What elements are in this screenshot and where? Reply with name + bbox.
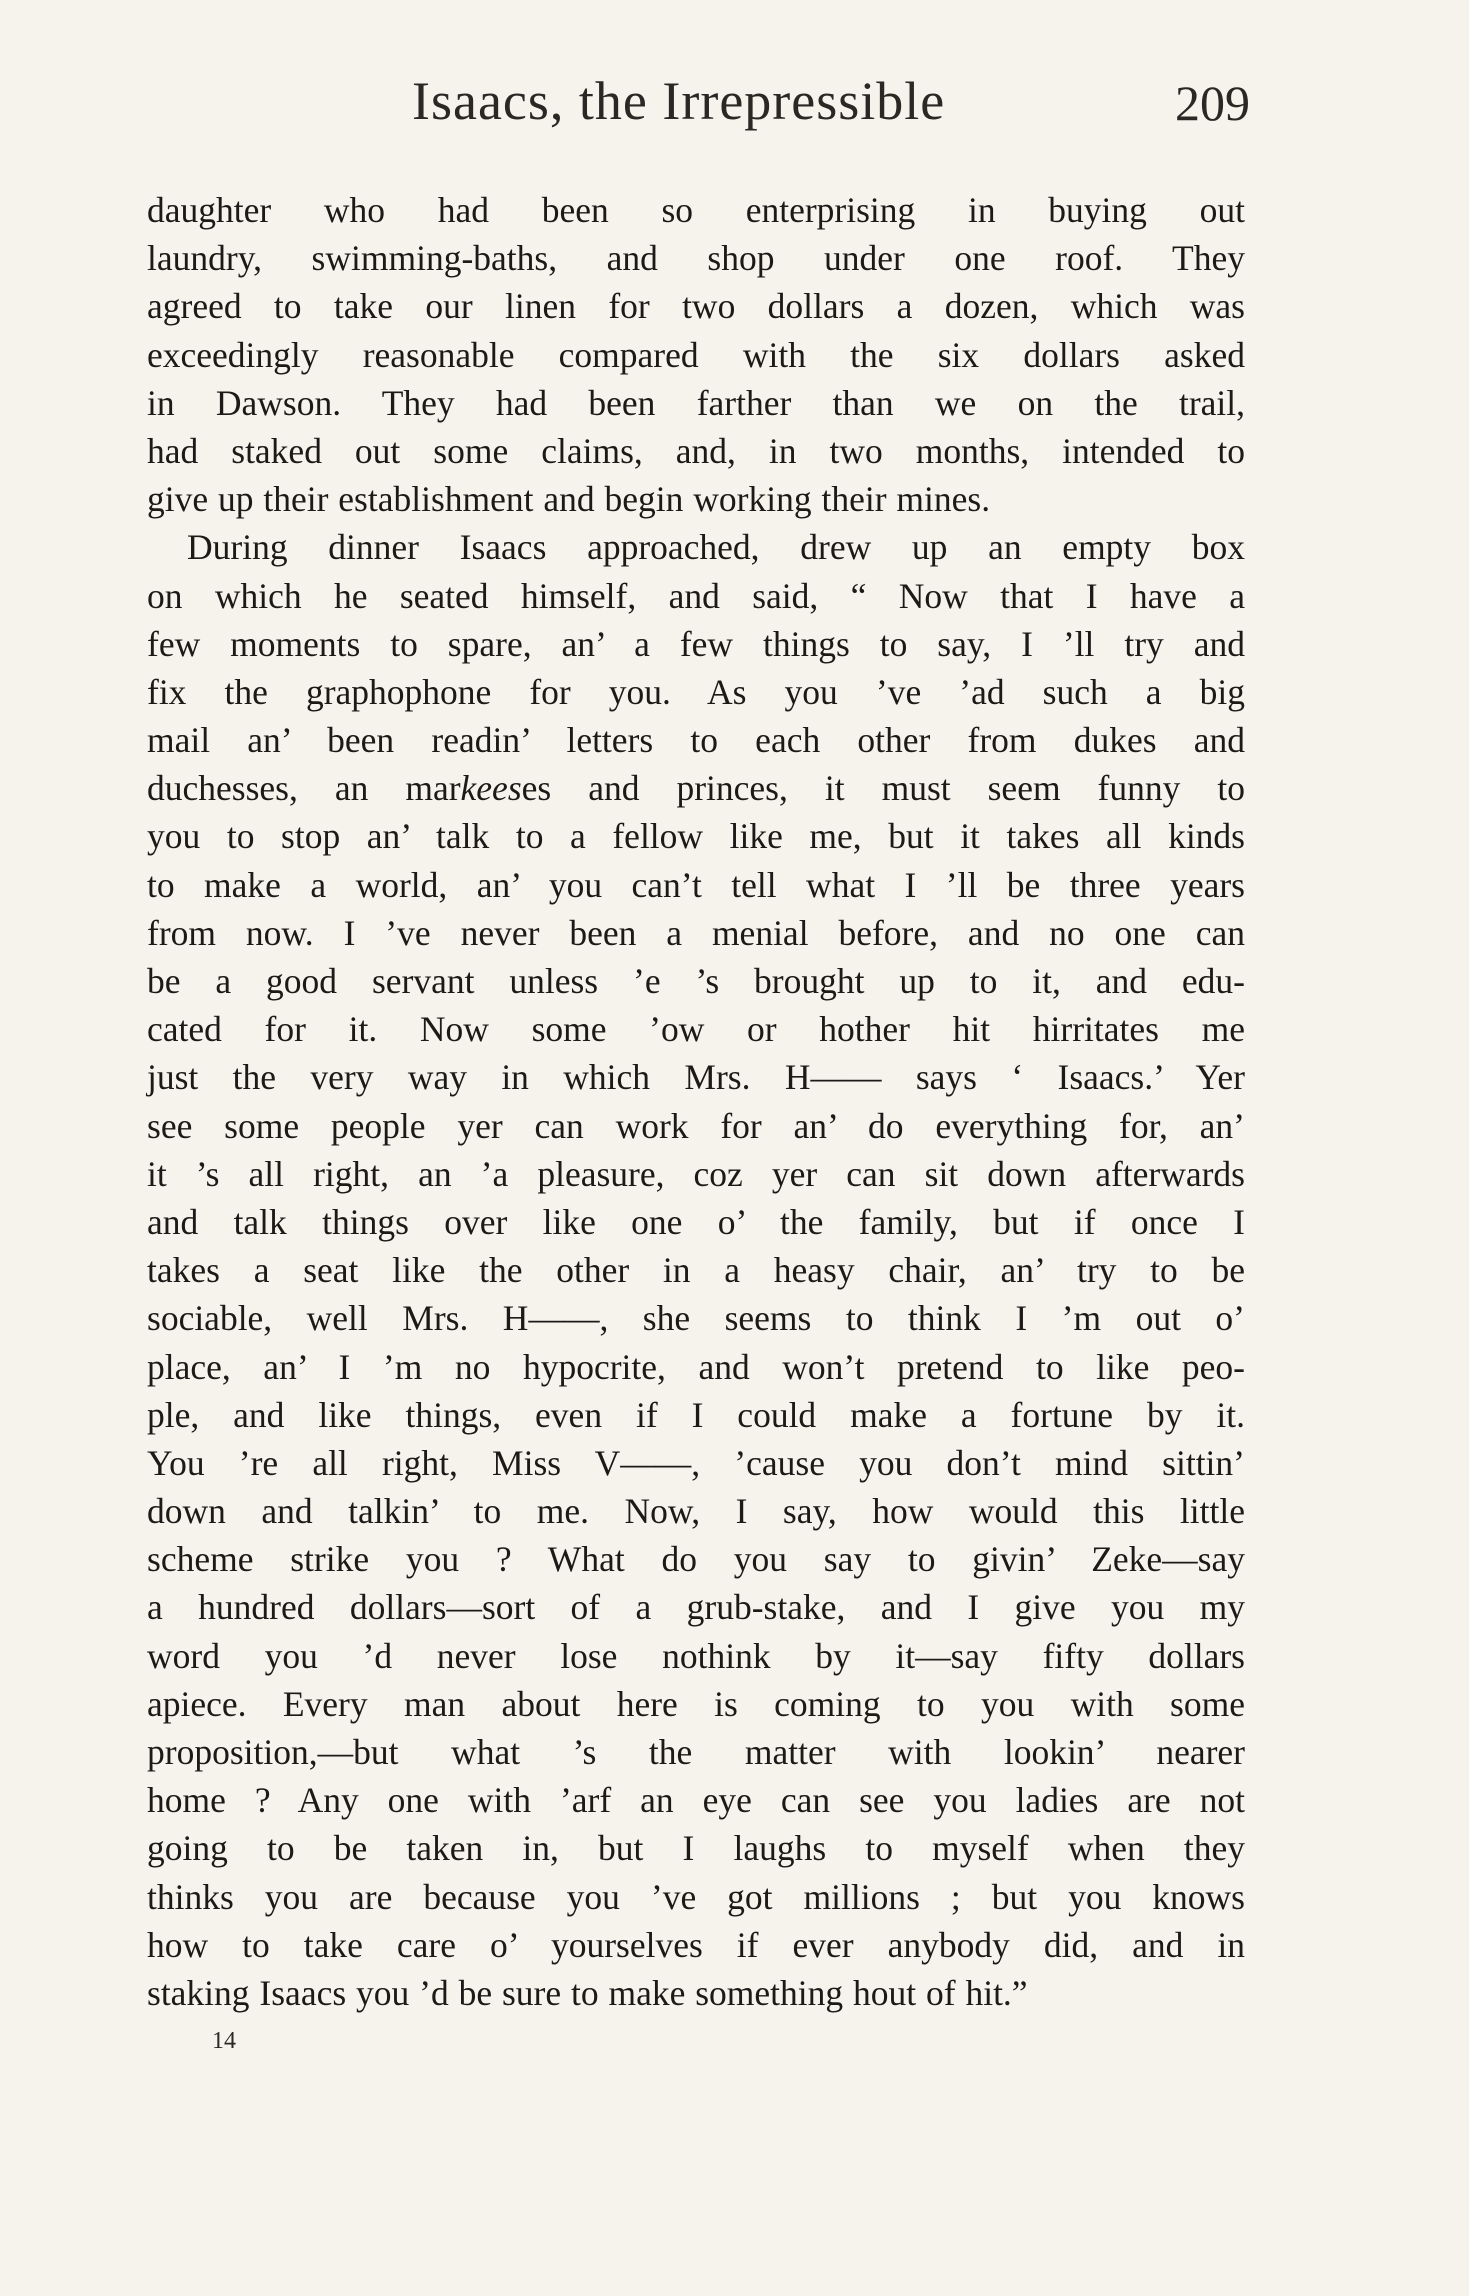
- text-line: it ’s all right, an ’a pleasure, coz yer can sit down afterwards: [147, 1153, 1245, 1194]
- page-number: 209: [1175, 75, 1250, 131]
- italic-fragment: kees: [460, 768, 522, 809]
- text-line: sociable, well Mrs. H——, she seems to think I ’m out o’: [147, 1298, 1245, 1339]
- text-line: on which he seated himself, and said, “ Now that I have a: [147, 575, 1245, 616]
- text-line: how to take care o’ yourselves if ever anybody did, and in: [147, 1924, 1245, 1965]
- text-line: from now. I ’ve never been a menial before, and no one can: [147, 912, 1245, 953]
- text-line: agreed to take our linen for two dollars a dozen, which was: [147, 286, 1245, 327]
- text-line: daughter who had been so enterprising in buying out: [147, 190, 1245, 230]
- text-line: takes a seat like the other in a heasy chair, an’ try to be: [147, 1250, 1245, 1291]
- text-line: mail an’ been readin’ letters to each other from dukes and: [147, 720, 1245, 761]
- text-line: few moments to spare, an’ a few things to say, I ’ll try and: [147, 623, 1245, 664]
- text-line: staking Isaacs you ’d be sure to make something hout of hit.”: [147, 1972, 1028, 2013]
- text-line: fix the graphophone for you. As you ’ve ’ad such a big: [147, 671, 1245, 712]
- text-line: laundry, swimming-baths, and shop under one roof. They: [147, 238, 1245, 279]
- text-line: in Dawson. They had been farther than we on the trail,: [147, 382, 1245, 423]
- text-line: to make a world, an’ you can’t tell what I ’ll be three years: [147, 864, 1245, 905]
- text-line: proposition,—but what ’s the matter with lookin’ nearer: [147, 1732, 1245, 1772]
- text-line: down and talkin’ to me. Now, I say, how would this little: [147, 1491, 1245, 1532]
- text-line: ple, and like things, even if I could make a fortune by it.: [147, 1394, 1245, 1435]
- text-line: a hundred dollars—sort of a grub-stake, and I give you my: [147, 1587, 1245, 1628]
- text-line: be a good servant unless ’e ’s brought up to it, and edu-: [147, 961, 1245, 1001]
- text-line: word you ’d never lose nothink by it—say fifty dollars: [147, 1635, 1245, 1676]
- text-line: and talk things over like one o’ the family, but if once I: [147, 1201, 1245, 1242]
- text-line: going to be taken in, but I laughs to myself when they: [147, 1828, 1245, 1869]
- text-line: home ? Any one with ’arf an eye can see you ladies are not: [147, 1780, 1245, 1821]
- text-line: apiece. Every man about here is coming to you with some: [147, 1683, 1245, 1724]
- body-text: [147, 186, 1245, 2017]
- text-line: see some people yer can work for an’ do everything for, an’: [147, 1105, 1245, 1146]
- running-head: [150, 70, 1250, 150]
- text-line: had staked out some claims, and, in two months, intended to: [147, 430, 1245, 471]
- running-title: Isaacs, the Irrepressible: [412, 71, 946, 131]
- text-line: place, an’ I ’m no hypocrite, and won’t pretend to like peo-: [147, 1346, 1245, 1387]
- text-line: You ’re all right, Miss V——, ’cause you don’t mind sittin’: [147, 1442, 1245, 1483]
- text-line: just the very way in which Mrs. H—— says ‘ Isaacs.’ Yer: [147, 1057, 1245, 1098]
- text-line: give up their establishment and begin working their mines.: [147, 479, 991, 520]
- text-line: thinks you are because you ’ve got millions ; but you knows: [147, 1876, 1245, 1917]
- signature-mark: 14: [212, 2028, 236, 2054]
- text-fragment: duchesses, an mar: [147, 768, 461, 809]
- text-line: scheme strike you ? What do you say to givin’ Zeke—say: [147, 1539, 1245, 1580]
- paragraph-first-line: During dinner Isaacs approached, drew up an empty box: [187, 527, 1245, 568]
- text-line-with-italic: [147, 764, 1245, 812]
- text-line: exceedingly reasonable compared with the six dollars asked: [147, 334, 1245, 375]
- text-line: cated for it. Now some ’ow or hother hit hirritates me: [147, 1009, 1245, 1050]
- text-line: you to stop an’ talk to a fellow like me, but it takes all kinds: [147, 816, 1245, 857]
- text-fragment: es and princes, it must seem funny to: [521, 768, 1245, 809]
